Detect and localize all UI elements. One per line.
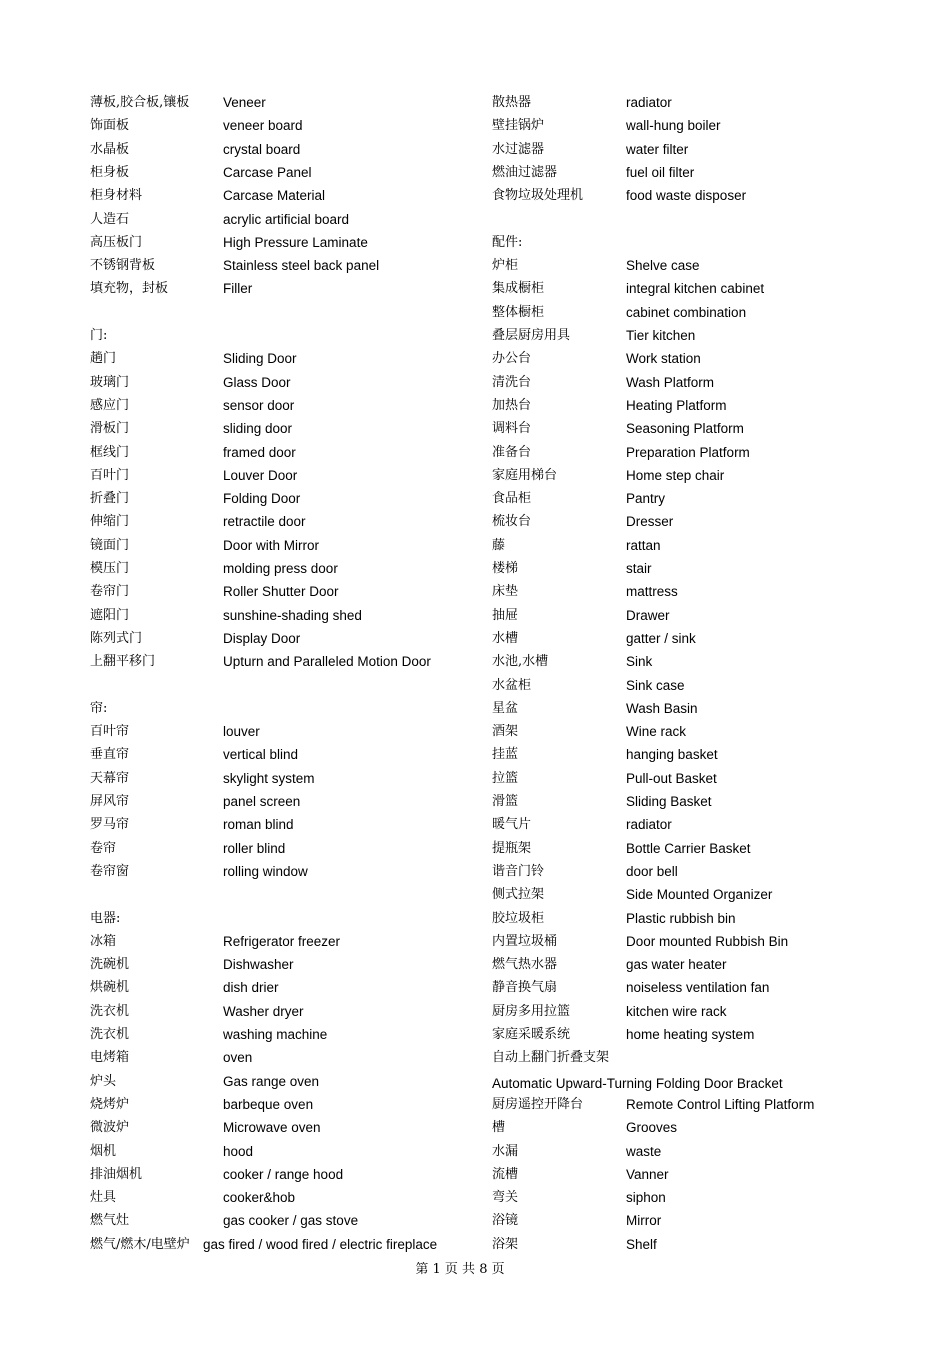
term-english: Wash Basin [626,700,698,716]
term-chinese: 床垫 [492,584,519,600]
term-english: Refrigerator freezer [223,933,341,949]
term-chinese: 柜身材料 [90,188,143,204]
term-chinese: 加热台 [492,397,532,413]
term-english: kitchen wire rack [626,1003,727,1019]
term-chinese: 门: [90,328,108,343]
term-english: mattress [626,584,678,600]
glossary-row [0,325,950,347]
term-chinese: 水盆柜 [492,677,532,693]
term-english: Wine rack [626,724,687,740]
term-english: Wash Platform [626,374,715,390]
term-english: oven [223,1050,253,1066]
term-english: rattan [626,537,661,553]
glossary-row [0,651,950,673]
term-chinese: 水过滤器 [492,141,545,157]
term-english: louver [223,724,260,740]
term-english: water filter [626,141,689,157]
glossary-row [0,535,950,557]
glossary-row [0,605,950,627]
term-chinese: 陈列式门 [90,630,143,646]
term-english: barbeque oven [223,1096,314,1112]
glossary-row [0,861,950,883]
term-chinese: 内置垃圾桶 [492,933,558,949]
glossary-row [0,372,950,394]
glossary-row [0,884,950,906]
term-english: Sink [626,654,653,670]
glossary-row [0,1210,950,1232]
term-english: Dresser [626,514,674,530]
term-english: Shelve case [626,258,700,274]
term-english: sliding door [223,421,293,437]
term-chinese: 藤 [492,537,506,553]
term-english: Sliding Basket [626,794,712,809]
term-english: Sliding Door [223,351,297,367]
term-english: Louver Door [223,467,298,483]
glossary-row [0,115,950,137]
term-english: Stainless steel back panel [223,258,380,274]
glossary-row [0,162,950,184]
term-chinese: 人造石 [90,211,130,227]
term-chinese: 燃油过滤器 [492,164,558,180]
term-chinese: 叠层厨房用具 [492,328,571,343]
glossary-row [0,1187,950,1209]
term-chinese: 壁挂锅炉 [492,118,545,134]
term-english: radiator [626,817,672,833]
term-english: Automatic Upward-Turning Folding Door Bracket [492,1075,783,1091]
glossary-row [0,721,950,743]
term-chinese: 卷帘门 [90,584,130,600]
term-chinese: 厨房遥控开降台 [492,1096,584,1112]
term-chinese: 食品柜 [492,491,532,507]
term-chinese: 排油烟机 [90,1166,143,1182]
term-chinese: 暖气片 [492,817,532,833]
term-chinese: 饰面板 [90,118,130,134]
term-chinese: 天幕帘 [90,770,130,786]
term-english: gatter / sink [626,630,696,646]
term-english: Carcase Material [223,188,326,204]
term-chinese: 烘碗机 [90,980,130,996]
term-english: framed door [223,444,296,460]
term-chinese: 炉柜 [492,258,519,274]
term-chinese: 滑篮 [492,794,519,809]
term-chinese: 清洗台 [492,374,532,390]
glossary-row [0,1073,950,1095]
term-english: hood [223,1143,254,1159]
term-chinese: 微波炉 [90,1120,130,1136]
glossary-row [0,1094,950,1116]
term-chinese: 提瓶架 [492,840,532,856]
term-chinese: 水晶板 [90,141,130,157]
glossary-row [0,209,950,231]
term-chinese: 楼梯 [492,561,519,576]
term-english: door bell [626,863,678,879]
term-english: Home step chair [626,467,725,483]
glossary-row [0,558,950,580]
term-english: Upturn and Paralleled Motion Door [223,654,431,670]
term-chinese: 不锈钢背板 [90,258,156,274]
term-chinese: 滑板门 [90,421,130,437]
term-chinese: 流槽 [492,1166,519,1182]
term-chinese: 星盆 [492,700,519,716]
term-chinese: 卷帘 [90,840,117,856]
glossary-row [0,255,950,277]
term-english: Side Mounted Organizer [626,887,773,903]
glossary-row [0,954,950,976]
glossary-row [0,698,950,720]
term-english: Pull-out Basket [626,770,717,786]
glossary-row [0,838,950,860]
term-chinese: 感应门 [90,397,130,413]
glossary-row [0,977,950,999]
term-english: veneer board [223,118,303,134]
term-english: gas fired / wood fired / electric fireplace [203,1236,438,1252]
term-chinese: 罗马帘 [90,817,130,833]
term-english: stair [626,561,652,576]
term-english: Shelf [626,1236,657,1252]
glossary-row [0,511,950,533]
term-english: gas cooker / gas stove [223,1213,359,1229]
glossary-row [0,488,950,510]
term-english: Veneer [223,95,266,110]
glossary-row [0,302,950,324]
term-english: Drawer [626,607,670,623]
term-chinese: 整体橱柜 [492,304,545,320]
term-chinese: 调料台 [492,421,532,437]
term-english: rolling window [223,863,308,879]
term-chinese: 冰箱 [90,933,117,949]
term-english: High Pressure Laminate [223,234,368,250]
term-chinese: 折叠门 [90,491,130,507]
term-chinese: 胶垃圾柜 [492,910,545,926]
term-chinese: 卷帘窗 [90,863,130,879]
term-chinese: 酒架 [492,724,519,740]
term-english: radiator [626,95,672,110]
term-english: waste [626,1143,662,1159]
term-english: food waste disposer [626,188,747,204]
term-english: roller blind [223,840,286,856]
term-english: Tier kitchen [626,328,696,343]
term-english: Filler [223,281,253,297]
term-chinese: 屏风帘 [90,794,130,809]
term-english: panel screen [223,794,301,809]
term-english: Heating Platform [626,397,727,413]
term-english: Grooves [626,1120,678,1136]
term-chinese: 燃气/燃木/电壁炉 [90,1236,190,1252]
term-english: dish drier [223,980,279,996]
term-chinese: 厨房多用拉篮 [492,1003,571,1019]
term-english: Washer dryer [223,1003,304,1019]
term-chinese: 散热器 [492,95,532,110]
term-chinese: 百叶帘 [90,724,130,740]
glossary-row [0,791,950,813]
term-chinese: 伸缩门 [90,514,130,530]
term-english: Vanner [626,1166,669,1182]
term-english: Bottle Carrier Basket [626,840,751,856]
term-chinese: 燃气灶 [90,1213,130,1229]
term-english: sensor door [223,397,295,413]
term-english: roman blind [223,817,294,833]
term-chinese: 槽 [492,1120,506,1136]
term-chinese: 准备台 [492,444,532,460]
glossary-row [0,581,950,603]
term-chinese: 侧式拉架 [492,887,545,903]
term-chinese: 帘: [90,700,108,716]
term-chinese: 集成橱柜 [492,281,545,297]
term-english: siphon [626,1190,666,1206]
term-english: Roller Shutter Door [223,584,339,600]
glossary-row [0,395,950,417]
term-chinese: 配件: [492,234,523,250]
term-chinese: 框线门 [90,444,130,460]
term-chinese: 垂直帘 [90,747,130,763]
term-chinese: 挂蓝 [492,747,519,763]
term-chinese: 静音换气扇 [492,980,558,996]
term-chinese: 食物垃圾处理机 [492,188,584,204]
term-chinese: 办公台 [492,351,532,367]
term-chinese: 水槽 [492,630,519,646]
term-chinese: 谐音门铃 [492,863,545,879]
glossary-row [0,628,950,650]
term-english: sunshine-shading shed [223,607,362,623]
term-chinese: 炉头 [90,1073,117,1089]
term-english: hanging basket [626,747,718,763]
term-chinese: 烧烤炉 [90,1096,130,1112]
term-english: Work station [626,351,701,367]
term-english: Plastic rubbish bin [626,910,736,926]
glossary-row [0,675,950,697]
glossary-row [0,465,950,487]
glossary-row [0,814,950,836]
term-english: home heating system [626,1027,755,1042]
glossary-row [0,232,950,254]
term-english: integral kitchen cabinet [626,281,765,297]
term-english: Door with Mirror [223,537,320,553]
glossary-row [0,92,950,114]
term-chinese: 镜面门 [90,537,130,553]
term-chinese: 抽屉 [492,607,519,623]
term-chinese: 洗衣机 [90,1003,130,1019]
term-english: washing machine [223,1027,328,1042]
term-chinese: 灶具 [90,1190,117,1206]
term-english: Glass Door [223,374,291,390]
term-chinese: 电器: [90,910,121,926]
glossary-row [0,1024,950,1046]
term-chinese: 高压板门 [90,234,143,250]
term-chinese: 玻璃门 [90,374,130,390]
glossary-row [0,185,950,207]
term-chinese: 薄板,胶合板,镶板 [90,95,190,110]
term-chinese: 烟机 [90,1143,117,1159]
term-chinese: 浴架 [492,1236,519,1252]
glossary-row [0,1047,950,1069]
term-chinese: 水池,水槽 [492,654,549,670]
glossary-row [0,139,950,161]
term-chinese: 电烤箱 [90,1050,130,1066]
term-english: Gas range oven [223,1073,320,1089]
page-footer: 第 1 页 共 8 页 [415,1262,505,1277]
term-chinese: 模压门 [90,561,130,576]
term-english: fuel oil filter [626,164,695,180]
term-english: Door mounted Rubbish Bin [626,933,789,949]
glossary-row [0,1001,950,1023]
term-english: retractile door [223,514,306,530]
term-chinese: 浴镜 [492,1213,519,1229]
term-english: Dishwasher [223,957,294,973]
term-english: acrylic artificial board [223,211,350,227]
glossary-row [0,768,950,790]
term-chinese: 梳妆台 [492,514,532,530]
term-english: molding press door [223,561,338,576]
glossary-row [0,931,950,953]
term-chinese: 水漏 [492,1143,519,1159]
term-chinese: 百叶门 [90,467,130,483]
term-english: Preparation Platform [626,444,750,460]
glossary-row [0,744,950,766]
glossary-row [0,1164,950,1186]
glossary-row [0,278,950,300]
term-chinese: 遮阳门 [90,607,130,623]
term-english: crystal board [223,141,301,157]
term-english: skylight system [223,770,315,786]
term-english: cooker / range hood [223,1166,344,1182]
glossary-row [0,1141,950,1163]
term-chinese: 拉篮 [492,770,519,786]
glossary-row [0,442,950,464]
glossary-row [0,418,950,440]
term-english: cabinet combination [626,304,747,320]
term-english: Pantry [626,491,666,507]
term-chinese: 填充物，封板 [90,281,169,297]
term-chinese: 趟门 [90,351,117,367]
term-english: Folding Door [223,491,301,507]
term-chinese: 上翻平移门 [90,654,156,670]
term-chinese: 弯关 [492,1190,519,1206]
term-english: Carcase Panel [223,164,312,180]
term-chinese: 洗衣机 [90,1027,130,1042]
term-english: Mirror [626,1213,662,1229]
term-english: cooker&hob [223,1190,296,1206]
term-english: noiseless ventilation fan [626,980,770,996]
term-english: Seasoning Platform [626,421,744,437]
term-chinese: 洗碗机 [90,957,130,973]
term-chinese: 家庭采暖系统 [492,1027,571,1042]
glossary-row [0,348,950,370]
term-english: gas water heater [626,957,727,973]
term-english: Sink case [626,677,685,693]
glossary-row [0,1234,950,1256]
glossary-row [0,908,950,930]
term-chinese: 燃气热水器 [492,957,558,973]
term-english: wall-hung boiler [626,118,721,134]
term-chinese: 家庭用梯台 [492,467,558,483]
term-english: vertical blind [223,747,299,763]
glossary-row [0,1117,950,1139]
term-english: Remote Control Lifting Platform [626,1096,815,1112]
term-chinese: 自动上翻门折叠支架 [492,1050,610,1066]
term-english: Display Door [223,630,301,646]
term-english: Microwave oven [223,1120,321,1136]
term-chinese: 柜身板 [90,164,130,180]
